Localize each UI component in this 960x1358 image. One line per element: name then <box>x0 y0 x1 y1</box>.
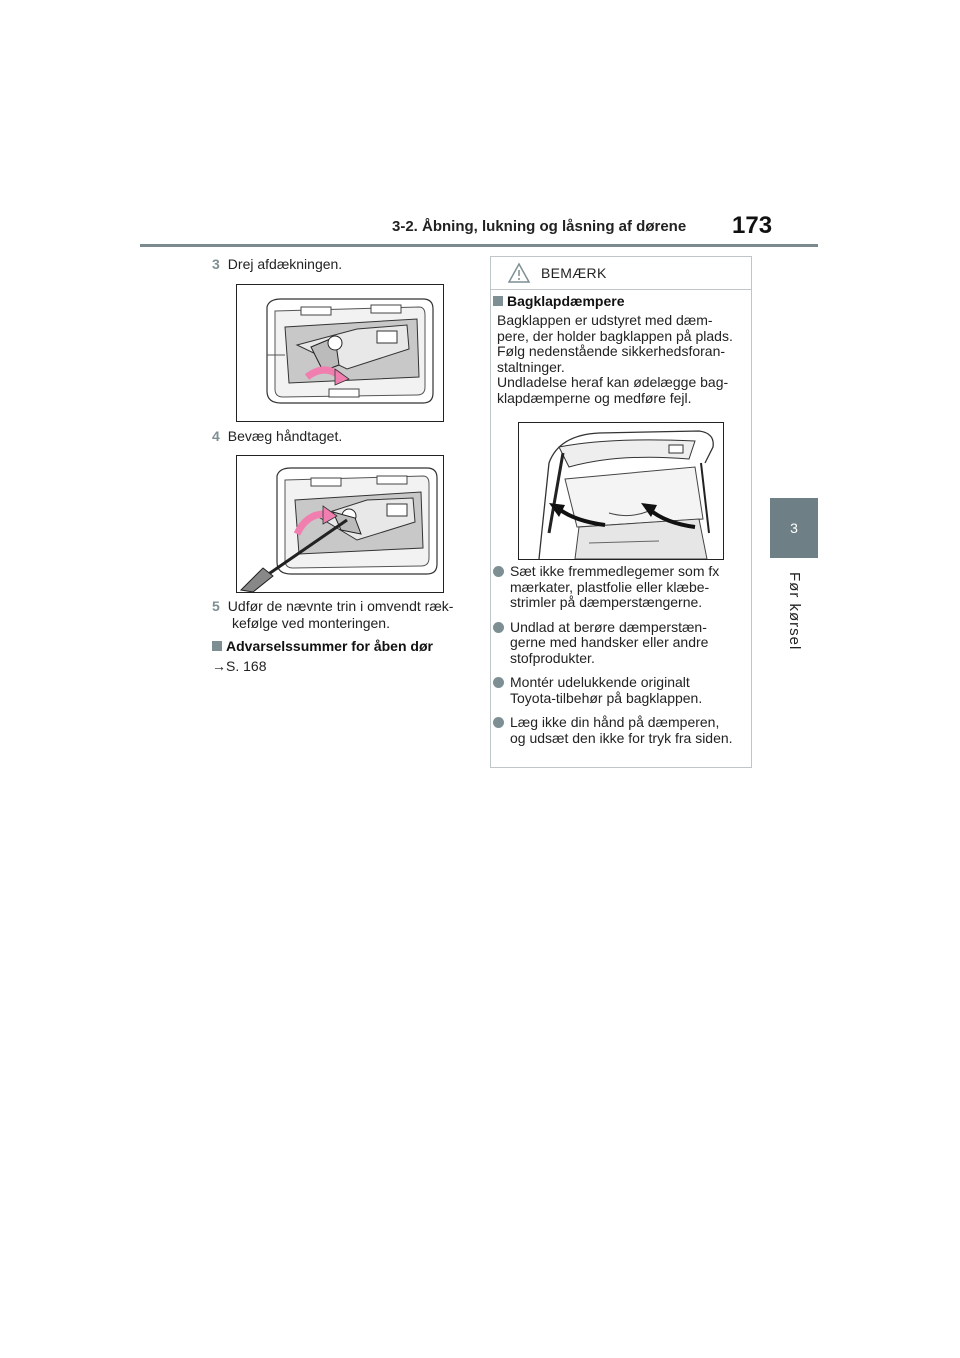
intro-line: Bagklappen er udstyret med dæm- <box>497 312 713 328</box>
bullet-dot-icon <box>493 566 504 577</box>
bullet-line: strimler på dæmperstængerne. <box>510 594 703 610</box>
tailgate-illustration <box>519 423 723 559</box>
intro-line: Undladelse heraf kan ødelægge bag- <box>497 374 729 390</box>
square-bullet-icon <box>493 296 503 306</box>
section-heading <box>212 638 433 654</box>
intro-line: pere, der holder bagklappen på plads. <box>497 327 733 344</box>
figure-turn-cover <box>236 284 444 422</box>
step-text-line1: Udfør de nævnte trin i omvendt ræk- <box>227 598 454 614</box>
intro-line: Følg nedenstående sikkerhedsforan- <box>497 343 726 359</box>
bullet-line: Sæt ikke fremmedlegemer som fx <box>510 563 720 579</box>
header-divider <box>140 244 818 247</box>
page-reference[interactable] <box>212 659 266 675</box>
bullet-line: Læg ikke din hånd på dæmperen, <box>510 714 720 730</box>
cover-turn-illustration <box>237 285 443 421</box>
step-5 <box>212 598 472 632</box>
section-heading-text: Advarselssummer for åben dør <box>226 638 433 654</box>
step-text: Drej afdækningen. <box>227 256 343 272</box>
intro-line: klapdæmperne og medføre fejl. <box>497 389 692 406</box>
bullet-line: mærkater, plastfolie eller klæbe- <box>510 578 710 595</box>
chapter-title: 3-2. Åbning, lukning og låsning af dørene <box>392 218 687 235</box>
notice-intro <box>497 313 747 406</box>
chapter-tab-number: 3 <box>790 520 798 536</box>
bullet-line: Montér udelukkende originalt <box>510 674 690 690</box>
figure-move-handle <box>236 455 444 593</box>
bullet-dot-icon <box>493 622 504 633</box>
bullet-line: gerne med handsker eller andre <box>510 634 709 650</box>
right-arrow-icon: → <box>212 658 226 674</box>
square-bullet-icon <box>212 641 222 651</box>
handle-move-illustration <box>237 456 443 592</box>
notice-header <box>491 257 751 290</box>
notice-heading <box>493 293 624 309</box>
notice-bullets <box>493 564 747 746</box>
notice-box <box>490 256 752 768</box>
step-number: 3 <box>212 256 220 272</box>
notice-bullet <box>493 675 747 706</box>
bullet-line: stofprodukter. <box>510 649 595 666</box>
step-text: Bevæg håndtaget. <box>227 428 343 444</box>
step-text-line2: kefølge ved monteringen. <box>232 615 390 631</box>
chapter-tab-label: Før kørsel <box>786 572 803 651</box>
notice-bullet <box>493 620 747 667</box>
bullet-line: Toyota-tilbehør på bagklappen. <box>510 689 703 706</box>
bullet-dot-icon <box>493 677 504 688</box>
notice-title: BEMÆRK <box>541 265 607 281</box>
page-reference-text: S. 168 <box>226 658 267 674</box>
bullet-line: og udsæt den ikke for tryk fra siden. <box>510 729 733 746</box>
notice-bullet <box>493 715 747 746</box>
page-number: 173 <box>732 212 773 239</box>
intro-line: staltninger. <box>497 358 565 375</box>
step-number: 5 <box>212 598 220 614</box>
step-3 <box>212 256 342 273</box>
bullet-line: Undlad at berøre dæmperstæn- <box>510 618 707 635</box>
bullet-dot-icon <box>493 717 504 728</box>
notice-bullet <box>493 564 747 611</box>
step-number: 4 <box>212 428 220 444</box>
chapter-tab <box>770 498 818 558</box>
notice-heading-text: Bagklapdæmpere <box>507 293 625 309</box>
figure-tailgate-dampers <box>518 422 724 560</box>
step-4 <box>212 428 342 445</box>
warning-triangle-icon <box>507 262 531 284</box>
